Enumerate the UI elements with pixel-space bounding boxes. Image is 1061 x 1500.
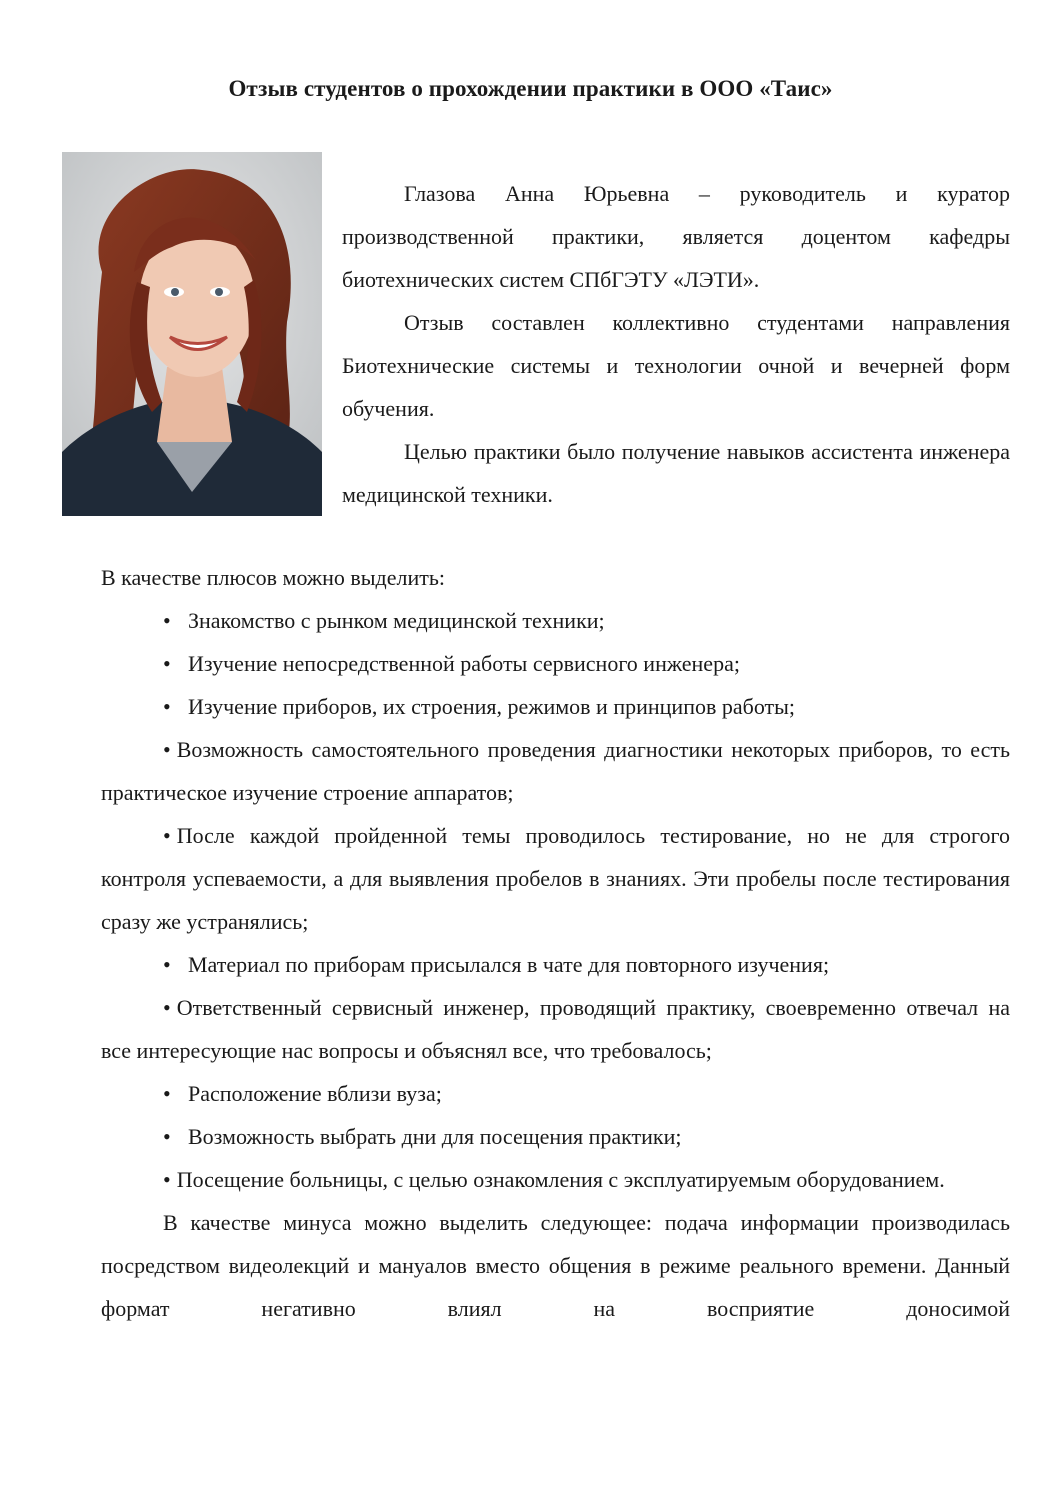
review-body bbox=[101, 556, 1010, 1330]
minus-paragraph: В качестве минуса можно выделить следующее: подача информации производилась посредством видеолекций и мануалов вместо общения в режиме реального времени. Данный формат негативно влиял на восприятие доносимой bbox=[101, 1210, 1010, 1321]
list-item bbox=[101, 814, 1010, 943]
plus-list bbox=[101, 599, 1010, 1201]
intro-paragraph: Целью практики было получение навыков ассистента инженера медицинской техники. bbox=[342, 439, 1010, 507]
bullet-icon: • bbox=[163, 995, 171, 1020]
list-item bbox=[101, 1158, 1010, 1201]
list-item bbox=[101, 642, 1010, 685]
bullet-icon: • bbox=[163, 1167, 171, 1192]
list-item bbox=[101, 728, 1010, 814]
list-item-text: Изучение непосредственной работы сервисного инженера; bbox=[188, 651, 740, 676]
page-title: Отзыв студентов о прохождении практики в ООО «Таис» bbox=[228, 76, 833, 101]
list-item bbox=[101, 685, 1010, 728]
bullet-icon: • bbox=[163, 694, 171, 719]
plus-heading: В качестве плюсов можно выделить: bbox=[101, 565, 446, 590]
list-item-text: Изучение приборов, их строения, режимов и принципов работы; bbox=[188, 694, 796, 719]
intro-paragraph: Глазова Анна Юрьевна – руководитель и куратор производственной практики, является доцентом кафедры биотехнических систем СПбГЭТУ «ЛЭТИ». bbox=[342, 181, 1010, 292]
bullet-icon: • bbox=[163, 1124, 171, 1149]
bullet-icon: • bbox=[163, 952, 171, 977]
portrait-illustration bbox=[62, 152, 322, 516]
bullet-icon: • bbox=[163, 823, 171, 848]
list-item bbox=[101, 943, 1010, 986]
list-item-text: Возможность самостоятельного проведения диагностики некоторых приборов, то есть практическое изучение строение аппаратов; bbox=[101, 737, 1010, 805]
list-item bbox=[101, 1072, 1010, 1115]
intro-paragraph: Отзыв составлен коллективно студентами направления Биотехнические системы и технологии очной и вечерней форм обучения. bbox=[342, 310, 1010, 421]
list-item-text: После каждой пройденной темы проводилось тестирование, но не для строгого контроля успеваемости, а для выявления пробелов в знаниях. Эти пробелы после тестирования сразу же устранялись; bbox=[101, 823, 1010, 934]
list-item-text: Материал по приборам присылался в чате для повторного изучения; bbox=[188, 952, 830, 977]
list-item-text: Ответственный сервисный инженер, проводящий практику, своевременно отвечал на все интересующие нас вопросы и объяснял все, что требовалось; bbox=[101, 995, 1010, 1063]
list-item-text: Расположение вблизи вуза; bbox=[188, 1081, 442, 1106]
bullet-icon: • bbox=[163, 608, 171, 633]
list-item-text: Возможность выбрать дни для посещения практики; bbox=[188, 1124, 682, 1149]
list-item-text: Посещение больницы, с целью ознакомления с эксплуатируемым оборудованием. bbox=[176, 1167, 945, 1192]
list-item bbox=[101, 599, 1010, 642]
bullet-icon: • bbox=[163, 651, 171, 676]
list-item bbox=[101, 1115, 1010, 1158]
bullet-icon: • bbox=[163, 737, 171, 762]
bullet-icon: • bbox=[163, 1081, 171, 1106]
list-item-text: Знакомство с рынком медицинской техники; bbox=[188, 608, 605, 633]
portrait-photo bbox=[62, 152, 322, 516]
intro-text bbox=[342, 172, 1010, 516]
list-item bbox=[101, 986, 1010, 1072]
